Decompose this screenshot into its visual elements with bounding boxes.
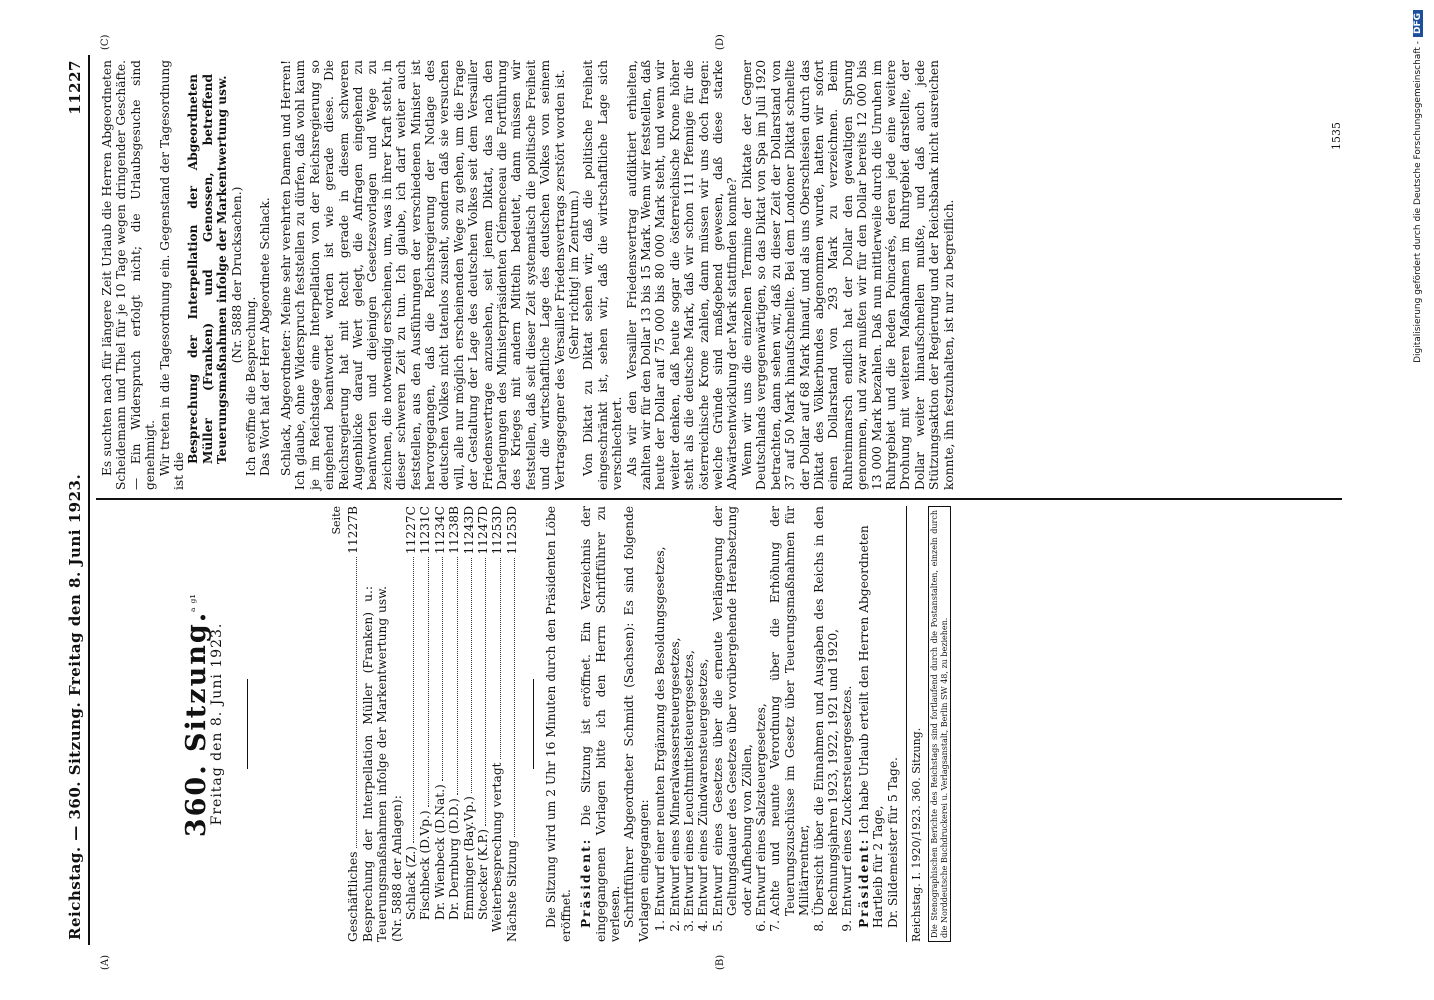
toc-label: Dr. Wienbeck (D.Nat.) bbox=[432, 784, 447, 920]
toc-label: Schlack (Z.) bbox=[404, 846, 419, 920]
list-number: 8. bbox=[811, 920, 826, 932]
toc-interpellation: Besprechung der Interpellation Müller (Franken) u.: Teuerungsmaßnahmen infolge der Markentwertung usw. (Nr. 5888 der Anlagen): bbox=[360, 586, 404, 942]
toc-leader bbox=[428, 557, 429, 807]
toc-page: 11247D bbox=[476, 506, 491, 555]
toc-page: 11227B bbox=[346, 506, 361, 554]
speech-paragraph: Als wir den Versailler Friedensvertrag aufdiktiert erhielten, zahlten wir für den Dollar 13 bis 15 Mark. Wenn wir feststellen, daß heute der Dollar auf 75 000 bis 80 000 Mark steht, und wenn wir weiter denken, daß heute sogar die österreichische Krone höher steht als die deutsche Mark, daß wir schon 111 Pfennige für die österreichische Krone zahlen, dann müssen wir uns doch fragen: welche Gründe sind maßgebend gewesen, daß diese starke Abwärtsentwicklung der Mark stattfinden konnte? bbox=[624, 60, 740, 490]
toc-page: 11238B bbox=[447, 506, 462, 554]
toc-row bbox=[404, 506, 418, 942]
dfg-logo: DFG bbox=[1413, 10, 1423, 37]
toc-row bbox=[476, 506, 490, 942]
column-divider bbox=[96, 498, 1342, 500]
list-item bbox=[653, 506, 667, 942]
agenda-item: Besprechung der Interpellation der Abgeordneten Müller (Franken) und Genossen, betreffend Teuerungsmaßnahmen infolge der Markentwertung usw. bbox=[186, 74, 230, 464]
session-date: Freitag den 8. Juni 1923. bbox=[209, 622, 226, 826]
funding-note bbox=[1413, 10, 1423, 670]
toc-leader bbox=[457, 557, 458, 796]
speech-paragraph: Von Diktat zu Diktat sehen wir, daß die politische Freiheit eingeschränkt ist, sehen wir, daß die wirtschaftliche Lage sich verschlechtert. bbox=[581, 60, 625, 490]
left-column bbox=[100, 506, 951, 942]
running-header: Reichstag. — 360. Sitzung. Freitag den 8. Juni 1923. bbox=[66, 473, 84, 940]
speaker-label: Präsident: bbox=[579, 837, 594, 928]
list-text: Entwurf eines Zuckersteuergesetzes. bbox=[840, 685, 855, 916]
list-text: Entwurf eines Leuchtmittelsteuergesetzes, bbox=[681, 650, 696, 916]
president-text: Die Sitzung ist eröffnet. Ein Verzeichnis der eingegangenen Vorlagen bitte ich den Herrn Schriftführer zu verlesen. bbox=[579, 505, 622, 942]
list-item bbox=[840, 506, 854, 942]
toc-page: 11253D bbox=[504, 506, 519, 555]
footer-reference: Reichstag. I. 1920/1923. 360. Sitzung. bbox=[910, 727, 924, 942]
list-item bbox=[711, 506, 754, 942]
paragraph: Ich eröffne die Besprechung. bbox=[244, 296, 259, 476]
speech-paragraph: Schlack, Abgeordneter: Meine sehr verehrten Damen und Herren! Ich glaube, ohne Widerspruch feststellen zu dürfen, daß wohl kaum je im Reichstage eine Interpellation von der Reichsregierung so eingehend beantwortet worden ist wie gerade diese. Die Reichsregierung hat mit Recht gerade in diesem schweren Augenblicke darauf Wert gelegt, die Anfragen eingehend zu beantworten und diejenigen Gesetzesvorlagen und Wege zu zeichnen, die notwendig erscheinen, um, was in ihrer Kraft steht, in dieser schweren Zeit zu tun. Ich glaube, ich darf weiter auch feststellen, aus den Ausführungen der verschiedenen Minister ist hervorgegangen, daß die Reichsregierung der Notlage des deutschen Volkes nicht tatenlos zusieht, sondern daß sie versuchen will, alle nur möglich erscheinenden Wege zu gehen, um die Frage der Gestaltung der Lage des deutschen Volkes seit dem Versailler Friedensvertrage anzusehen, seit jenem Diktat, das nach den Darlegungen des Ministerpräsidenten Clémenceau die Fortführung des Krieges mit andern Mitteln bedeutet, dann müssen wir feststellen, daß seit dieser Zeit systematisch die politische Freiheit und die wirtschaftliche Lage des deutschen Volkes von seinem Vertragsgegner des Versailler Friedensvertrags zerstört worden ist. bbox=[278, 60, 567, 490]
list-number: 5. bbox=[710, 920, 725, 932]
margin-letter-c: (C) bbox=[100, 34, 111, 50]
toc-label: Fischbeck (D.Vp.) bbox=[418, 810, 433, 920]
paragraph: Wir treten in die Tagesordnung ein. Gegenstand der Tagesordnung ist die bbox=[157, 60, 187, 490]
list-item bbox=[754, 506, 768, 942]
leave-line: Hartleib für 2 Tage, bbox=[871, 805, 886, 928]
toc-page: 11231C bbox=[418, 506, 433, 555]
pencil-mark: ᵃ ᵍ¹ bbox=[188, 593, 202, 612]
toc-rule bbox=[533, 679, 534, 769]
toc-label: Nächste Sitzung bbox=[504, 840, 519, 942]
list-text: Entwurf eines Salzsteuergesetzes, bbox=[753, 703, 768, 916]
list-number: 2. bbox=[667, 920, 682, 932]
list-number: 1. bbox=[653, 920, 668, 932]
margin-letter-b: (B) bbox=[715, 954, 726, 970]
margin-letter-a: (A) bbox=[100, 954, 111, 970]
list-text: Entwurf eines Gesetzes über die erneute Verlängerung der Geltungsdauer des Gesetzes über vorübergehende Herabsetzung oder Aufhebung von Zöllen, bbox=[710, 506, 754, 916]
toc-leader bbox=[485, 558, 486, 826]
toc-leader bbox=[442, 557, 443, 781]
list-number: 9. bbox=[840, 920, 855, 932]
toc-label: Emminger (Bay.Vp.) bbox=[461, 796, 476, 920]
toc-label: Stoecker (K.P.) bbox=[476, 828, 491, 920]
toc-leader bbox=[500, 558, 501, 760]
page-number-header: 11227 bbox=[66, 60, 84, 115]
toc-seite-label: Seite bbox=[330, 506, 343, 535]
toc-row bbox=[418, 506, 432, 942]
session-title-block bbox=[100, 506, 330, 942]
right-column bbox=[100, 60, 956, 490]
list-number: 3. bbox=[681, 920, 696, 932]
page-number-bottom: 1535 bbox=[1330, 122, 1343, 150]
paragraph: Das Wort hat der Herr Abgeordnete Schlack. bbox=[258, 197, 273, 476]
toc-leader bbox=[356, 557, 357, 849]
toc-row bbox=[433, 506, 447, 942]
list-item bbox=[768, 506, 811, 942]
list-text: Achte und neunte Verordnung über die Erhöhung der Teuerungszuschüsse im Gesetz über Teuerungsmaßnahmen für Militärrentner, bbox=[768, 506, 812, 916]
list-item bbox=[696, 506, 710, 942]
header-rule bbox=[88, 55, 90, 945]
list-number: 7. bbox=[768, 920, 783, 932]
margin-letter-d: (D) bbox=[715, 34, 726, 50]
toc-row bbox=[346, 506, 360, 942]
footnote: Die Stenographischen Berichte des Reichstags sind fortlaufend durch die Postanstalten, einzeln durch die Norddeutsche Buchdruckerei u. Verlagsanstalt, Berlin SW 48, zu beziehen. bbox=[928, 506, 951, 942]
list-item bbox=[668, 506, 682, 942]
list-text: Entwurf eines Zündwarensteuergesetzes, bbox=[696, 658, 711, 916]
speech-paragraph: Wenn wir uns die einzelnen Termine der Diktate der Gegner Deutschlands vergegenwärtigen, so das Diktat von Spa im Juli 1920 betrachten, dann sehen wir, daß zu dieser Zeit der Dollarstand von 37 auf 50 Mark hinaufschnellte. Bei dem Londoner Diktat schnellte der Dollar auf 68 Mark hinauf, und als uns Oberschlesien durch das Diktat des Völkerbundes abgenommen wurde, hatten wir sofort einen Dollarstand von 293 Mark zu verzeichnen. Beim Ruhreinmarsch endlich hat der Dollar den gewaltigen Sprung genommen, und zwar mußten wir für den Dollar bereits 12 000 bis 13 000 Mark bezahlen. Daß nun mittlerweile durch die Unruhen im Ruhrgebiet und die Reden Poincarés, deren jede eine weitere Drohung mit weiteren Maßnahmen im Ruhrgebiet darstellte, der Dollar weiter hinaufschnellen mußte, und daß auch jede Stützungsaktion der Regierung und der Reichsbank nicht ausreichen konnte, ihn festzuhalten, ist nur zu begreiflich. bbox=[739, 60, 956, 490]
opening-text: Die Sitzung wird um 2 Uhr 16 Minuten durch den Präsidenten Löbe eröffnet. bbox=[544, 506, 573, 942]
toc-row bbox=[490, 506, 504, 942]
list-text: Entwurf einer neunten Ergänzung des Besoldungsgesetzes, bbox=[653, 546, 668, 916]
list-item bbox=[682, 506, 696, 942]
president-leave-text: Ich habe Urlaub erteilt den Herren Abgeordneten bbox=[856, 525, 871, 834]
toc-row bbox=[505, 506, 519, 942]
interjection: (Sehr richtig! im Zentrum.) bbox=[567, 190, 581, 360]
toc-page: 11227C bbox=[404, 506, 419, 555]
session-title: 360. Sitzung. bbox=[181, 610, 212, 838]
toc-page: 11234C bbox=[432, 506, 447, 555]
toc-label: Geschäftliches bbox=[346, 851, 361, 942]
toc-row bbox=[462, 506, 476, 942]
toc-leader bbox=[471, 558, 472, 794]
list-text: Übersicht über die Einnahmen und Ausgaben des Reichs in den Rechnungsjahren 1923, 1922, 1921 und 1920, bbox=[811, 506, 840, 916]
title-rule bbox=[247, 679, 248, 769]
paragraph: Es suchten nach für längere Zeit Urlaub die Herren Abgeordneten Scheidemann und Thiel für je 10 Tage wegen dringender Geschäfte. — Ein Widerspruch erfolgt nicht; die Urlaubsgesuche sind genehmigt. bbox=[100, 60, 158, 490]
speaker-label: Präsident: bbox=[856, 837, 871, 928]
footer-rule bbox=[906, 506, 907, 942]
list-text: Entwurf eines Mineralwassersteuergesetzes, bbox=[667, 637, 682, 916]
list-item bbox=[812, 506, 841, 942]
list-number: 6. bbox=[753, 920, 768, 932]
list-number: 4. bbox=[696, 920, 711, 932]
toc-leader bbox=[514, 558, 515, 838]
toc-page: 11253D bbox=[490, 506, 505, 555]
funding-text: Digitalisierung gefördert durch die Deutsche Forschungsgemeinschaft - bbox=[1413, 41, 1423, 363]
toc-leader bbox=[413, 557, 414, 843]
leave-line: Dr. Sildemeister für 5 Tage. bbox=[885, 757, 900, 928]
toc-label: Dr. Dernburg (D.D.) bbox=[447, 798, 462, 920]
agenda-reference: (Nr. 5888 der Drucksachen.) bbox=[229, 186, 244, 364]
secretary-text: Schriftführer Abgeordneter Schmidt (Sachsen): Es sind folgende Vorlagen eingegangen: bbox=[622, 506, 651, 942]
toc-page: 11243D bbox=[461, 506, 476, 555]
toc-row bbox=[447, 506, 461, 942]
toc-label: Weiterbesprechung vertagt bbox=[490, 762, 505, 932]
